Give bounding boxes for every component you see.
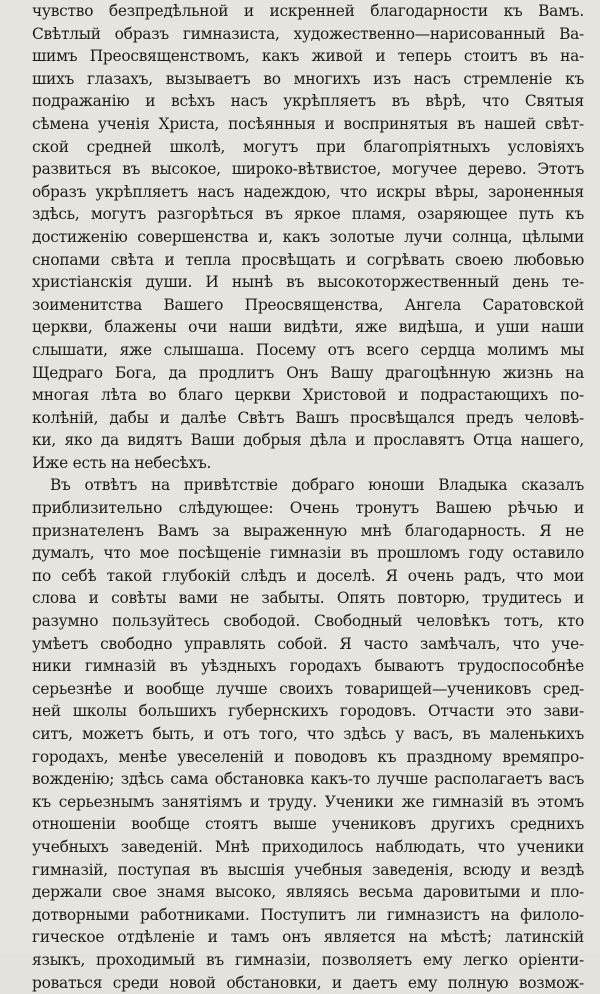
text-line: слышати, яже слышаша. Посему отъ всего сердца молимъ мы [32, 340, 584, 359]
text-line: достиженію совершенства и, какъ золотые лучи солнца, цѣлыми [32, 227, 584, 246]
text-line: гическое отдѣленіе и тамъ онъ является на мѣстѣ; латинскій [32, 928, 584, 947]
text-line: по себѣ такой глубокій слѣдъ и доселѣ. Я очень радъ, что мои [32, 566, 584, 585]
text-line: отношеніи вообще стоятъ выше учениковъ другихъ среднихъ [32, 815, 584, 834]
text-line: снопами свѣта и тепла просвѣщать и согрѣвать своею любовью [32, 250, 584, 269]
text-line: Свѣтлый образъ гимназиста, художественно—нарисованный Ва- [32, 24, 584, 43]
text-line: слова и совѣты вами не забыты. Опять повторю, трудитесь и [32, 589, 584, 608]
text-line: чувство безпредѣльной и искренней благодарности къ Вамъ. [32, 2, 584, 20]
text-line: здѣсь, могутъ разгорѣться въ яркое пламя, озаряющее путь къ [32, 205, 584, 224]
text-line: учебныхъ заведеній. Мнѣ приходилось наблюдать, что ученики [32, 837, 584, 856]
text-line: гимназій, поступая въ высшія учебныя заведенія, всюду и вездѣ [32, 860, 584, 879]
text-line: думалъ, что мое посѣщеніе гимназіи въ прошломъ году оставило [32, 544, 584, 563]
text-line: многая лѣта во благо церкви Христовой и подрастающихъ по- [32, 386, 584, 405]
text-line: Иже есть на небесѣхъ. [32, 453, 212, 472]
text-line: разумно пользуйтесь свободой. Свободный человѣкъ тотъ, кто [32, 612, 584, 631]
text-line: умѣетъ свободно управлять собой. Я часто замѣчалъ, что уче- [32, 634, 584, 653]
text-line: сѣмена ученія Христа, посѣянныя и воспринятыя въ нашей свѣт- [32, 114, 584, 133]
text-line: серьезнѣе и вообще лучше своихъ товарищей—учениковъ сред- [32, 679, 584, 698]
text-line: держали свое знамя высоко, являясь весьма даровитыми и пло- [32, 883, 584, 902]
text-line: образъ укрѣпляетъ насъ надеждою, что искры вѣры, зароненныя [32, 182, 584, 201]
text-line: городахъ, менѣе увеселеній и поводовъ къ праздному времяпро- [32, 747, 584, 766]
text-line: зоименитства Вашего Преосвященства, Ангела Саратовской [32, 295, 584, 314]
text-line: развиться въ высокое, широко-вѣтвистое, могучее дерево. Этотъ [32, 160, 584, 179]
text-line: ней школы большихъ губернскихъ городовъ. Отчасти это зави- [32, 702, 584, 721]
text-line: христіанскія души. И нынѣ въ высокоторжественный день те- [32, 273, 584, 292]
text-line: ники гимназій въ уѣздныхъ городахъ бываютъ трудоспособнѣе [32, 657, 584, 676]
text-line: вожденію; здѣсь сама обстановка какъ-то лучше располагаетъ васъ [32, 770, 584, 789]
text-line: колѣній, дабы и далѣе Свѣтъ Вашъ просвѣщался предъ человѣ- [32, 408, 584, 427]
text-line: ки, яко да видятъ Ваши добрыя дѣла и прославятъ Отца нашего, [32, 431, 584, 450]
text-line: шихъ глазахъ, вызываетъ во многихъ изъ насъ стремленіе къ [32, 69, 584, 88]
text-line: дотворными работниками. Поступитъ ли гимназистъ на филоло- [32, 905, 584, 924]
text-line: роваться среди новой обстановки, и даетъ ему полную возмож- [32, 973, 584, 992]
text-line: приблизительно слѣдующее: Очень тронутъ Вашею рѣчью и [32, 499, 584, 518]
document-body [32, 0, 584, 994]
paragraph-start-line: Въ отвѣтъ на привѣтствіе добраго юноши Владыка сказалъ [50, 476, 584, 495]
text-line: шимъ Преосвященствомъ, какъ живой и теперь стоитъ въ на- [32, 47, 584, 66]
text-line: ской средней школѣ, могутъ при благопріятныхъ условіяхъ [32, 137, 584, 156]
text-line: Щедраго Бога, да продлитъ Онъ Вашу драгоцѣнную жизнь на [32, 363, 584, 382]
text-line: признателенъ Вамъ за выраженную мнѣ благодарность. Я не [32, 521, 584, 540]
text-line: къ серьезнымъ занятіямъ и труду. Ученики же гимназій въ этомъ [32, 792, 584, 811]
text-line: подражанію и всѣхъ насъ укрѣпляетъ въ вѣрѣ, что Святыя [32, 92, 584, 111]
text-line: языкъ, проходимый въ гимназіи, позволяетъ ему легко оріенти- [32, 950, 584, 969]
text-line: церкви, блажены очи наши видѣти, яже видѣша, и уши наши [32, 318, 584, 337]
text-line: ситъ, можетъ быть, и отъ того, что здѣсь у васъ, въ маленькихъ [32, 725, 584, 743]
